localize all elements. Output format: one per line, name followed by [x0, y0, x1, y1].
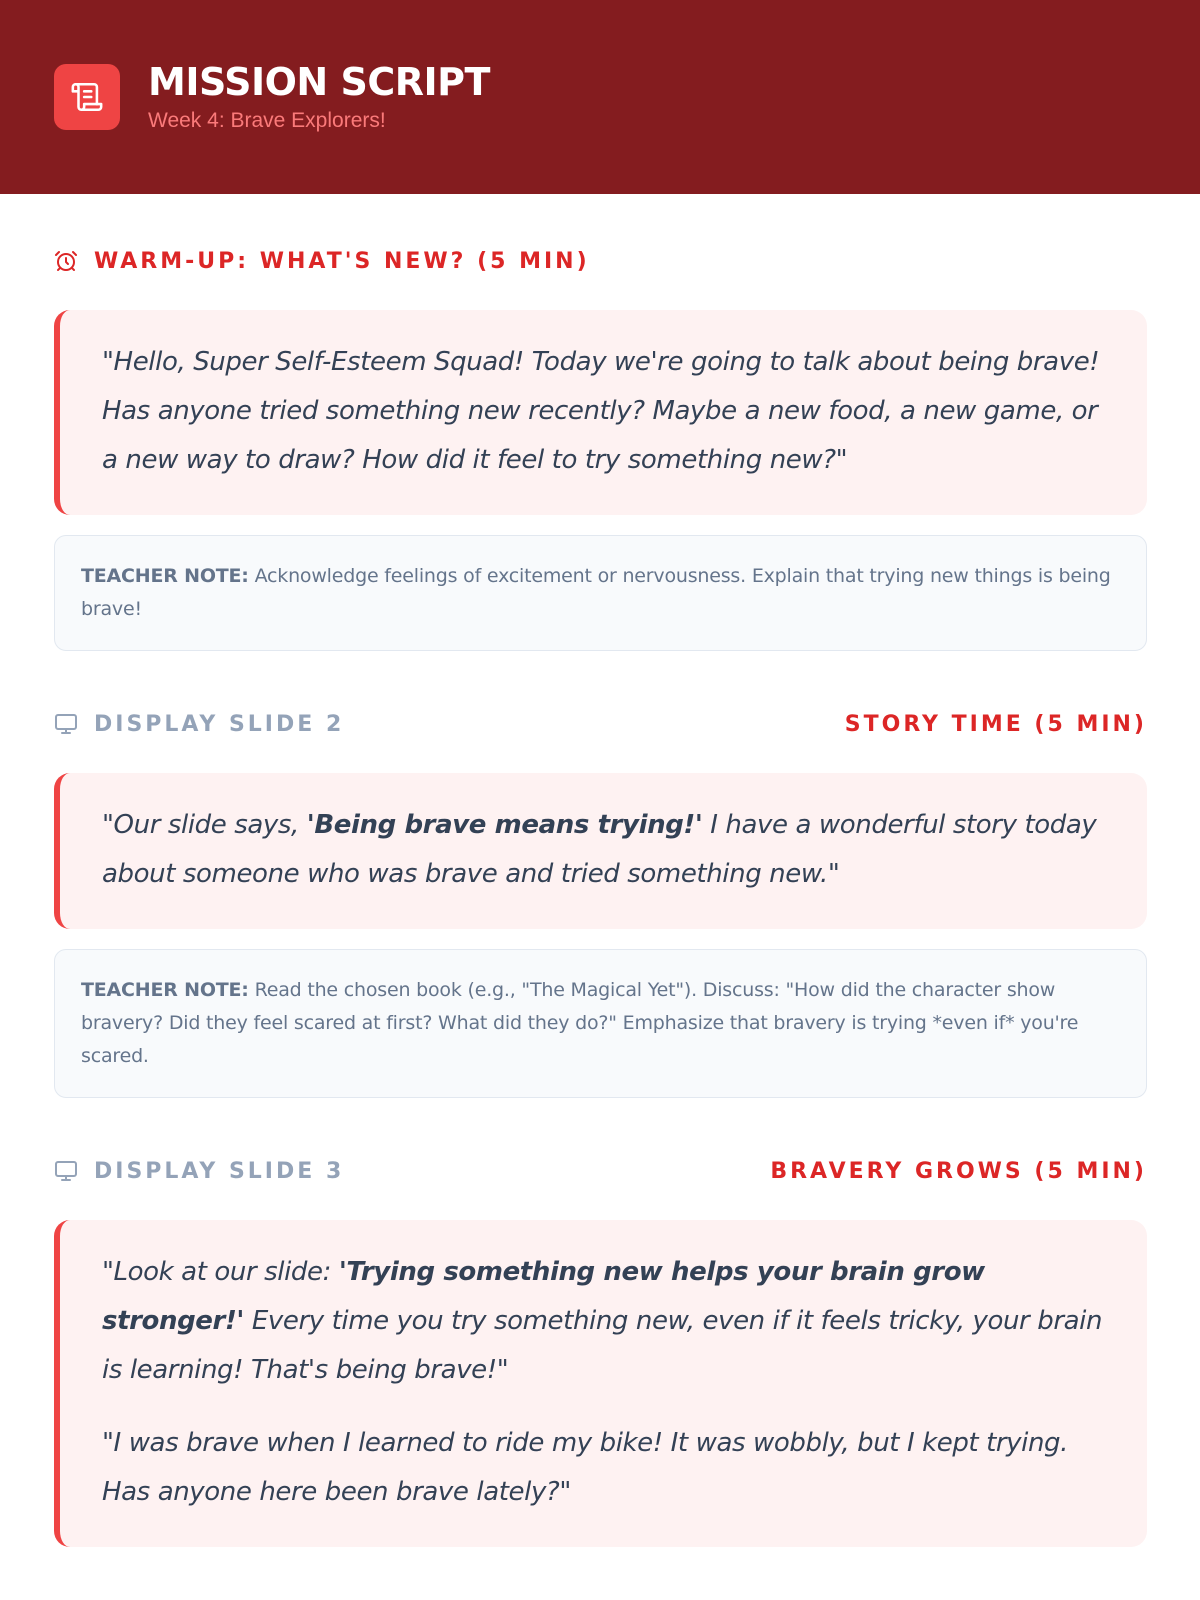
script-quote — [54, 1220, 1147, 1547]
section-warm-up — [54, 246, 1147, 651]
monitor-icon — [54, 711, 80, 737]
slide-label: DISPLAY SLIDE 2 — [94, 711, 345, 737]
section-heading: WARM-UP: WHAT'S NEW? (5 MIN) — [94, 248, 590, 274]
section-header — [54, 1156, 1147, 1186]
scroll-icon — [54, 64, 120, 130]
teacher-note-label: TEACHER NOTE: — [81, 565, 249, 587]
teacher-note-text: Acknowledge feelings of excitement or nervousness. Explain that trying new things is being brave! — [81, 565, 1111, 620]
quote-text: "Our slide says, 'Being brave means trying!' I have a wonderful story today about someone who was brave and tried something new." — [102, 810, 1097, 889]
quote-text: "Look at our slide: 'Trying something new helps your brain grow stronger!' Every time you try something new, even if it feels tricky, your brain is learning! That's being brave!" — [102, 1257, 1103, 1385]
slide-label: DISPLAY SLIDE 3 — [94, 1158, 345, 1184]
teacher-note-label: TEACHER NOTE: — [81, 979, 249, 1001]
activity-label: STORY TIME (5 MIN) — [844, 711, 1147, 737]
teacher-note — [54, 535, 1147, 651]
section-slide-3 — [54, 1156, 1147, 1547]
slide-highlight: 'Trying something new helps your brain grow stronger!' — [102, 1257, 985, 1336]
page-subtitle: Week 4: Brave Explorers! — [148, 109, 386, 132]
script-content — [0, 194, 1200, 1547]
script-quote — [54, 310, 1147, 515]
quote-text-2: "I was brave when I learned to ride my bike! It was wobbly, but I kept trying. Has anyone here been brave lately?" — [102, 1428, 1069, 1507]
teacher-note-text: Read the chosen book (e.g., "The Magical Yet"). Discuss: "How did the character show bravery? Did they feel scared at first? What did they do?" Emphasize that bravery is trying *even if* you're scared. — [81, 979, 1079, 1067]
alarm-clock-icon — [54, 248, 80, 274]
section-slide-2 — [54, 709, 1147, 1098]
quote-text: "Hello, Super Self-Esteem Squad! Today we're going to talk about being brave! Has anyone tried something new recently? Maybe a new food, a new game, or a new way to draw? How did it feel to try something new?" — [102, 347, 1100, 475]
teacher-note — [54, 949, 1147, 1098]
slide-highlight: 'Being brave means trying!' — [306, 810, 703, 840]
monitor-icon — [54, 1158, 80, 1184]
page-title: MISSION SCRIPT — [148, 60, 490, 104]
page-header — [0, 0, 1200, 194]
section-header — [54, 709, 1147, 739]
activity-label: BRAVERY GROWS (5 MIN) — [770, 1158, 1147, 1184]
script-quote — [54, 773, 1147, 929]
section-header — [54, 246, 1147, 276]
